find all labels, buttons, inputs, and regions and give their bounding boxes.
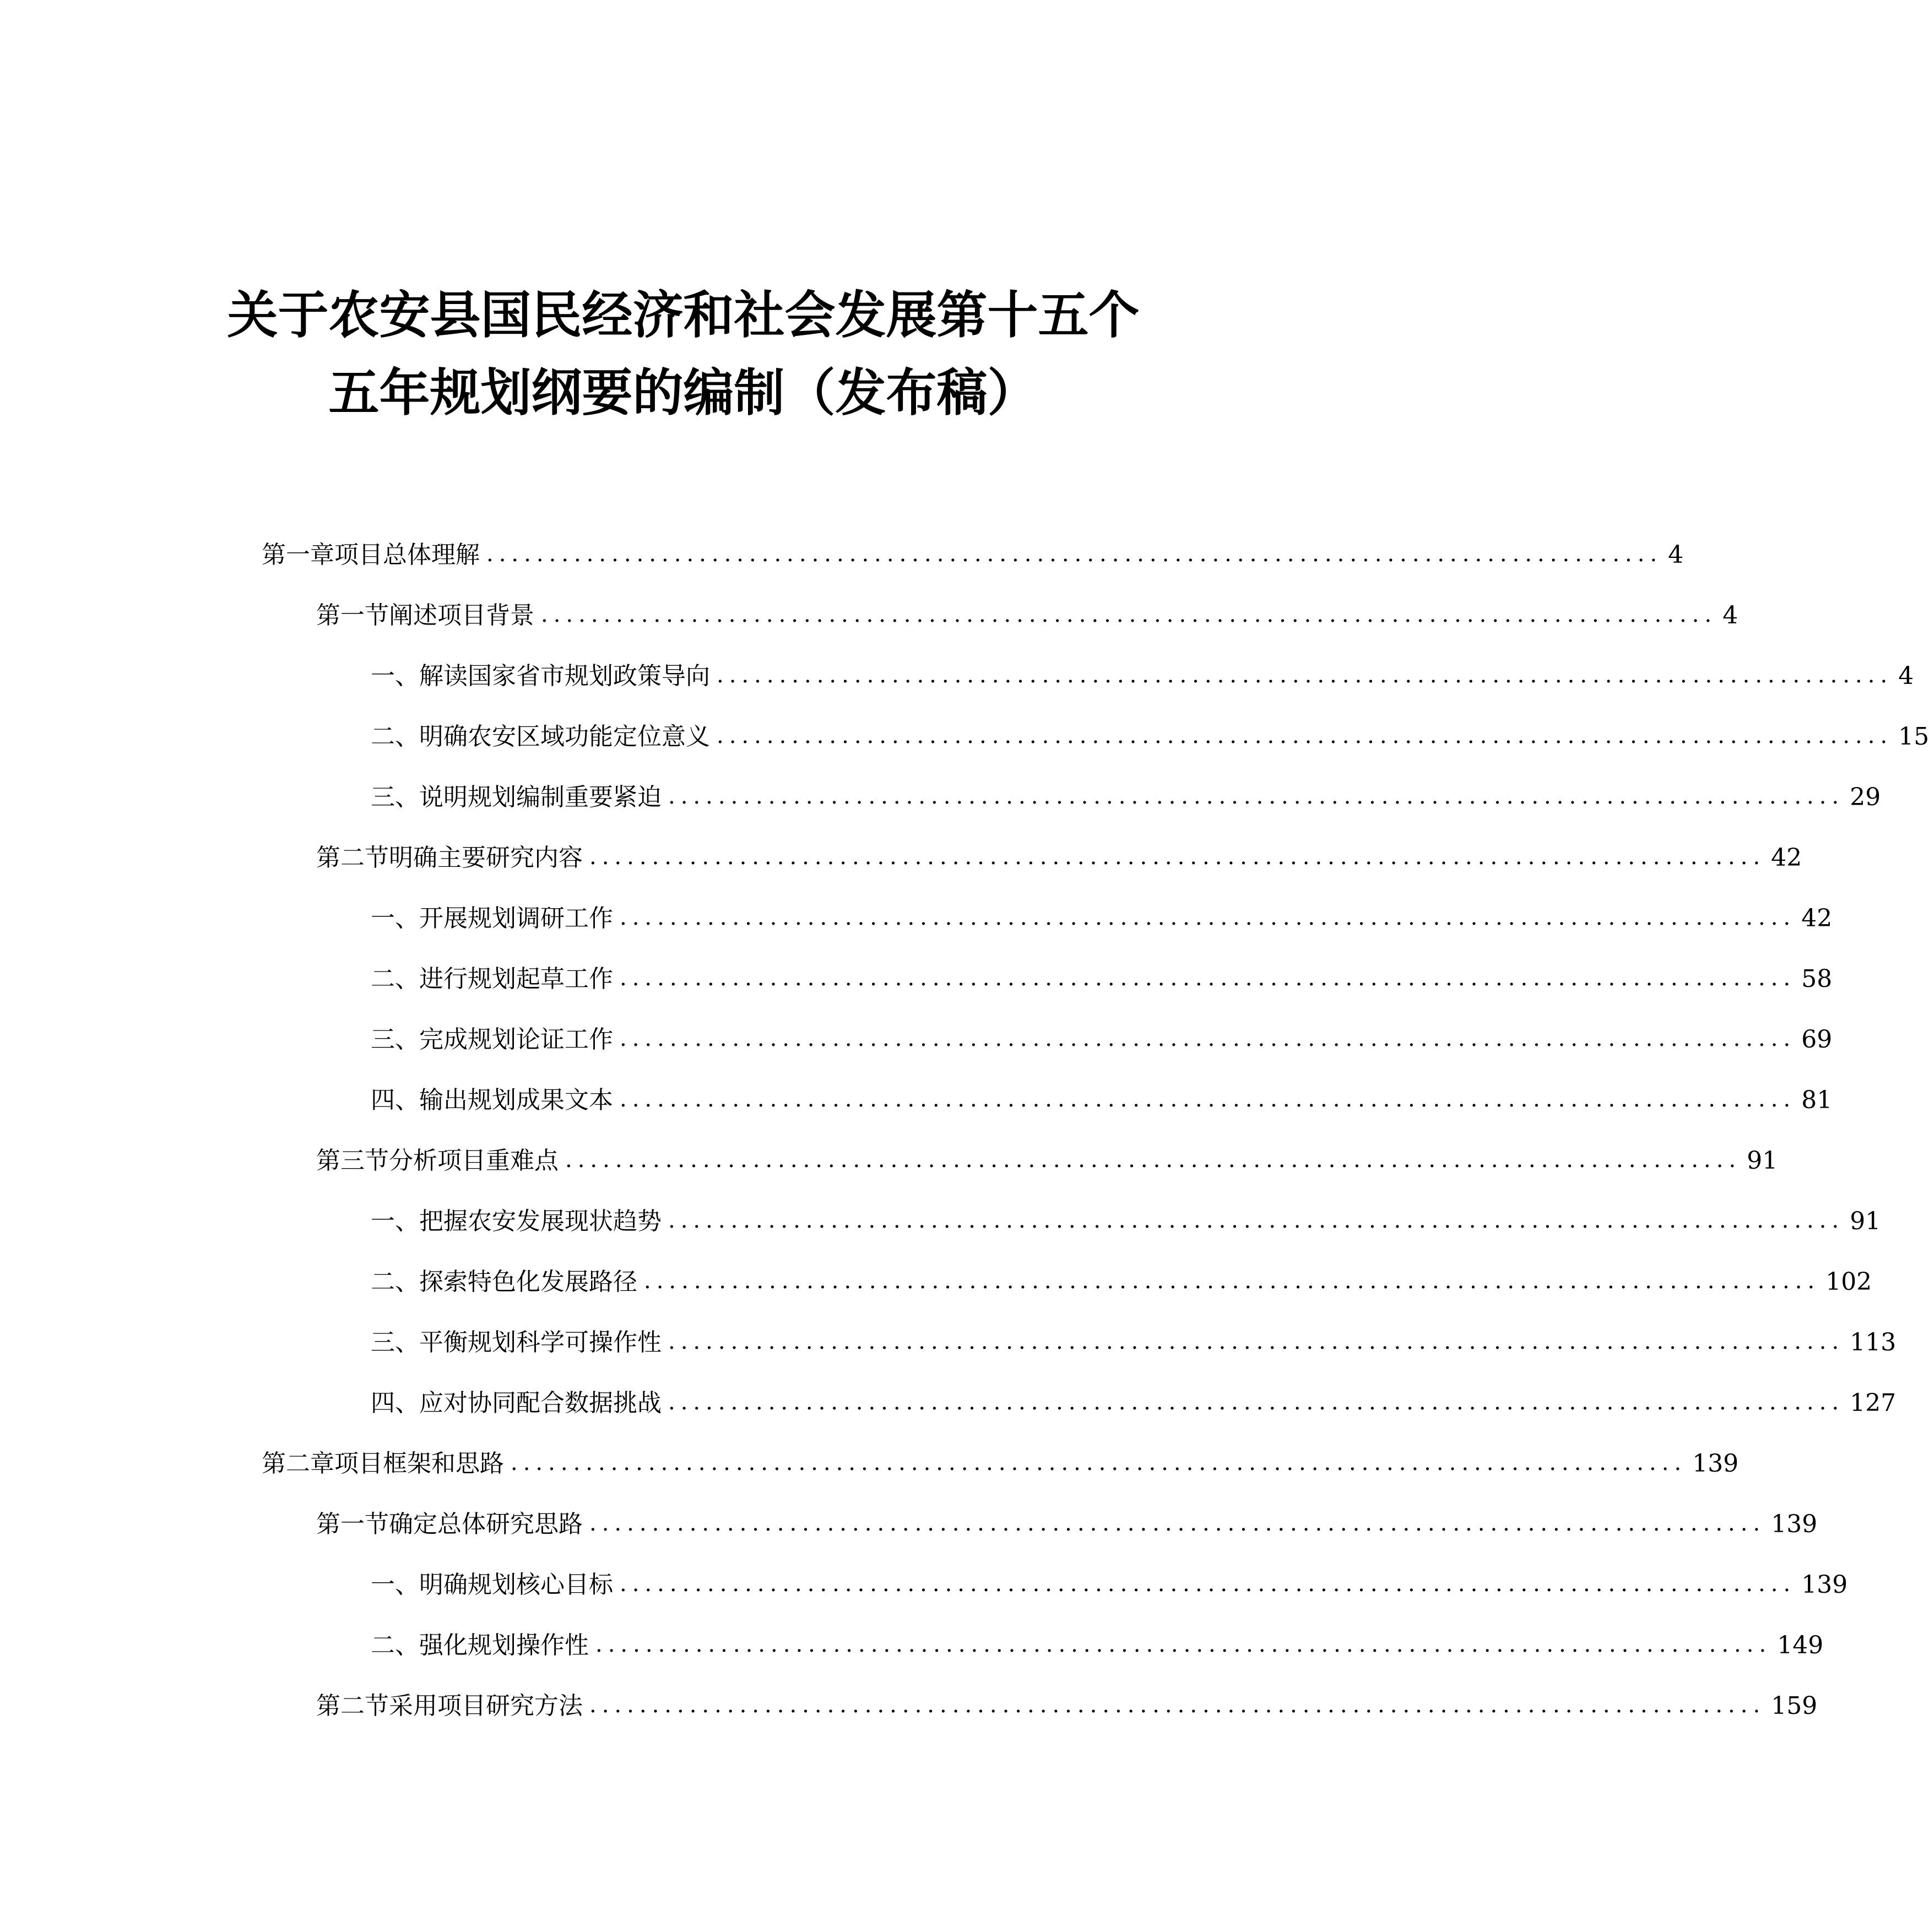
toc-entry-label: 把握农安发展现状趋势	[419, 1207, 662, 1235]
toc-entry-page: 127	[1850, 1389, 1897, 1417]
document-title-line-2: 五年规划纲要的编制（发布稿）	[328, 363, 1038, 422]
toc-entry-item[interactable]	[371, 1619, 1824, 1659]
toc-entry-number: 一、	[371, 1207, 419, 1235]
toc-entry-label: 明确规划核心目标	[419, 1571, 613, 1599]
toc-entry-page: 91	[1747, 1147, 1778, 1175]
toc-entry-page: 15	[1898, 723, 1929, 751]
toc-entry-page: 113	[1850, 1328, 1897, 1356]
toc-entry-item[interactable]	[371, 1195, 1881, 1235]
toc-entry-page: 81	[1801, 1086, 1833, 1114]
toc-entry-item[interactable]	[371, 1377, 1897, 1417]
toc-entry-number: 第一节	[316, 1510, 389, 1538]
toc-entry-item[interactable]	[371, 710, 1929, 751]
document-title-line-1: 关于农安县国民经济和社会发展第十五个	[227, 286, 1140, 345]
toc-entry-number: 二、	[371, 965, 419, 993]
toc-leader-dots: ..............................................................................................	[620, 1087, 1796, 1112]
toc-leader-dots: ..............................................................................................	[486, 541, 1663, 567]
toc-entry-section[interactable]	[316, 1498, 1818, 1538]
toc-entry-page: 91	[1850, 1207, 1881, 1235]
toc-entry-item[interactable]	[371, 1256, 1872, 1296]
toc-entry-section[interactable]	[316, 1680, 1818, 1720]
toc-entry-number: 一、	[371, 1571, 419, 1599]
toc-entry-page: 102	[1825, 1268, 1872, 1296]
toc-entry-label: 分析项目重难点	[389, 1147, 559, 1175]
toc-entry-page: 139	[1771, 1510, 1818, 1538]
toc-entry-label: 强化规划操作性	[419, 1631, 589, 1659]
toc-leader-dots: ..............................................................................................	[668, 784, 1845, 809]
toc-entry-label: 开展规划调研工作	[419, 904, 613, 932]
toc-entry-section[interactable]	[316, 832, 1802, 872]
toc-entry-label: 确定总体研究思路	[389, 1510, 583, 1538]
toc-entry-number: 第一章	[262, 541, 334, 569]
toc-leader-dots: ..............................................................................................	[620, 1571, 1796, 1597]
toc-leader-dots: ..............................................................................................	[668, 1390, 1845, 1415]
toc-entry-page: 139	[1801, 1571, 1848, 1599]
toc-entry-item[interactable]	[371, 650, 1914, 690]
toc-leader-dots: ..............................................................................................	[620, 1026, 1796, 1051]
toc-entry-item[interactable]	[371, 1316, 1897, 1356]
toc-entry-number: 三、	[371, 1328, 419, 1356]
toc-entry-label: 项目框架和思路	[334, 1450, 504, 1478]
toc-leader-dots: ..............................................................................................	[595, 1632, 1772, 1657]
toc-leader-dots: ..............................................................................................	[511, 1450, 1687, 1475]
toc-leader-dots: ..............................................................................................	[717, 663, 1893, 688]
toc-entry-number: 第一节	[316, 601, 389, 629]
toc-entry-item[interactable]	[371, 1559, 1848, 1599]
toc-entry-number: 第二章	[262, 1450, 334, 1478]
toc-entry-number: 二、	[371, 1631, 419, 1659]
toc-entry-page: 4	[1722, 601, 1738, 629]
toc-entry-page: 42	[1801, 904, 1833, 932]
toc-entry-page: 42	[1771, 844, 1802, 872]
toc-entry-number: 第三节	[316, 1147, 389, 1175]
toc-entry-chapter[interactable]	[262, 1437, 1739, 1478]
toc-entry-section[interactable]	[316, 589, 1738, 629]
toc-entry-number: 第二节	[316, 844, 389, 872]
toc-leader-dots: ..............................................................................................	[668, 1329, 1845, 1354]
toc-entry-page: 58	[1801, 965, 1833, 993]
toc-entry-page: 29	[1850, 783, 1881, 811]
toc-entry-page: 139	[1692, 1450, 1739, 1478]
toc-entry-item[interactable]	[371, 892, 1833, 932]
toc-entry-number: 一、	[371, 662, 419, 690]
toc-entry-page: 149	[1777, 1631, 1824, 1659]
toc-entry-label: 探索特色化发展路径	[419, 1268, 637, 1296]
toc-entry-number: 二、	[371, 1268, 419, 1296]
toc-leader-dots: ..............................................................................................	[717, 723, 1893, 748]
toc-entry-chapter[interactable]	[262, 529, 1684, 569]
toc-entry-label: 明确农安区域功能定位意义	[419, 723, 710, 751]
toc-entry-number: 三、	[371, 783, 419, 811]
toc-entry-page: 69	[1801, 1025, 1833, 1054]
toc-entry-item[interactable]	[371, 1013, 1833, 1054]
toc-entry-item[interactable]	[371, 771, 1881, 811]
toc-entry-label: 采用项目研究方法	[389, 1692, 583, 1720]
toc-entry-number: 四、	[371, 1086, 419, 1114]
toc-entry-page: 159	[1771, 1692, 1818, 1720]
toc-leader-dots: ..............................................................................................	[589, 1692, 1766, 1718]
toc-entry-number: 四、	[371, 1389, 419, 1417]
toc-entry-label: 完成规划论证工作	[419, 1025, 613, 1054]
toc-leader-dots: ..............................................................................................	[668, 1208, 1845, 1233]
toc-entry-label: 输出规划成果文本	[419, 1086, 613, 1114]
toc-entry-number: 一、	[371, 904, 419, 932]
toc-entry-label: 平衡规划科学可操作性	[419, 1328, 662, 1356]
toc-leader-dots: ..............................................................................................	[589, 1511, 1766, 1536]
toc-entry-label: 明确主要研究内容	[389, 844, 583, 872]
toc-entry-section[interactable]	[316, 1135, 1778, 1175]
toc-entry-label: 说明规划编制重要紧迫	[419, 783, 662, 811]
toc-leader-dots: ..............................................................................................	[541, 602, 1717, 627]
toc-entry-number: 二、	[371, 723, 419, 751]
toc-leader-dots: ..............................................................................................	[565, 1147, 1742, 1173]
toc-entry-label: 解读国家省市规划政策导向	[419, 662, 710, 690]
toc-entry-number: 三、	[371, 1025, 419, 1054]
toc-entry-number: 第二节	[316, 1692, 389, 1720]
toc-entry-page: 4	[1668, 541, 1684, 569]
toc-leader-dots: ..............................................................................................	[589, 844, 1766, 870]
toc-entry-item[interactable]	[371, 953, 1833, 993]
toc-leader-dots: ..............................................................................................	[620, 965, 1796, 991]
toc-leader-dots: ..............................................................................................	[620, 905, 1796, 930]
toc-entry-item[interactable]	[371, 1074, 1833, 1114]
toc-entry-label: 阐述项目背景	[389, 601, 534, 629]
toc-entry-label: 应对协同配合数据挑战	[419, 1389, 662, 1417]
toc-leader-dots: ..............................................................................................	[644, 1268, 1820, 1294]
toc-entry-label: 项目总体理解	[334, 541, 480, 569]
toc-entry-page: 4	[1898, 662, 1914, 690]
toc-entry-label: 进行规划起草工作	[419, 965, 613, 993]
